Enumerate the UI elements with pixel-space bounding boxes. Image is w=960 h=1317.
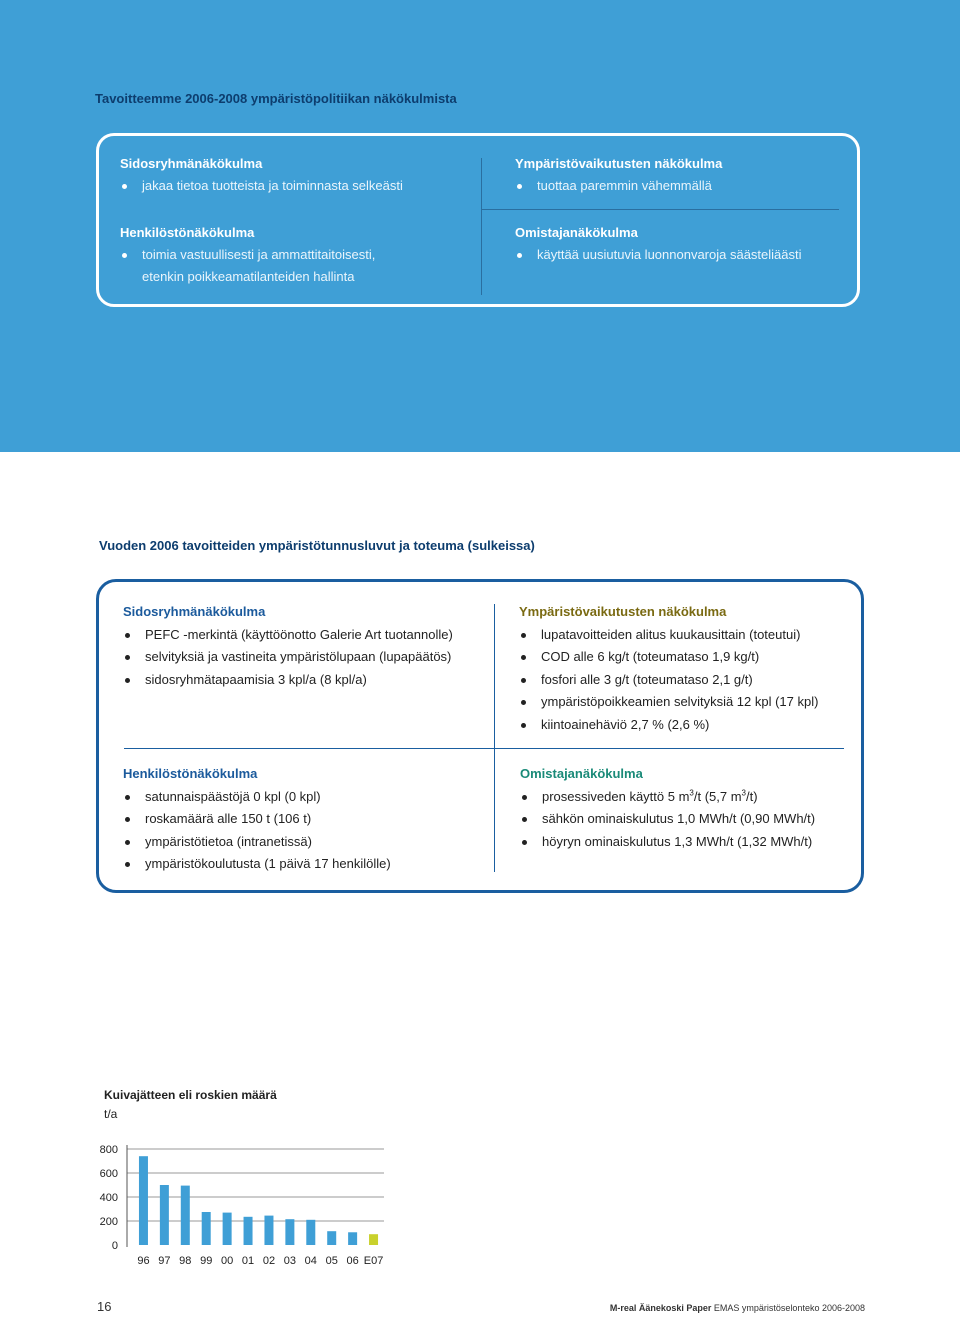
goal-personnel: [120, 222, 375, 288]
goals-panel: [96, 133, 860, 307]
bar-98: [181, 1186, 190, 1245]
indicator-environmental-heading: Ympäristövaikutusten näkökulma: [519, 604, 727, 619]
goal-stakeholder-item: jakaa tietoa tuotteista ja toiminnasta selkeästi: [120, 175, 403, 197]
x-tick-label: 05: [325, 1255, 338, 1267]
goal-stakeholder: [120, 153, 403, 197]
list-item: selvityksiä ja vastineita ympäristölupaan (lupapäätös): [123, 646, 453, 669]
x-tick-label: 04: [304, 1255, 317, 1267]
list-item: fosfori alle 3 g/t (toteumataso 2,1 g/t): [519, 669, 818, 692]
x-tick-label: E07: [363, 1255, 384, 1267]
indicator-environmental: [519, 601, 818, 737]
list-item: ympäristötietoa (intranetissä): [123, 831, 391, 854]
list-item: höyryn ominaiskulutus 1,3 MWh/t (1,32 MWh/t): [520, 831, 815, 854]
bar-00: [223, 1213, 232, 1245]
indicator-personnel: [123, 763, 391, 876]
goal-owner-heading: Omistajanäkökulma: [515, 225, 638, 240]
goal-owner: [515, 222, 802, 266]
list-item: sidosryhmätapaamisia 3 kpl/a (8 kpl/a): [123, 669, 453, 692]
x-tick-label: 99: [200, 1255, 213, 1267]
top-banner: [0, 0, 960, 452]
indicator-personnel-heading: Henkilöstönäkökulma: [123, 766, 258, 781]
bar-03: [285, 1219, 294, 1245]
bar-99: [202, 1212, 211, 1245]
list-item: lupatavoitteiden alitus kuukausittain (toteutui): [519, 624, 818, 647]
section-title-indicators: Vuoden 2006 tavoitteiden ympäristötunnusluvut ja toteuma (sulkeissa): [99, 538, 535, 553]
list-item: satunnaispäästöjä 0 kpl (0 kpl): [123, 786, 391, 809]
x-tick-label: 97: [158, 1255, 171, 1267]
goal-personnel-heading: Henkilöstönäkökulma: [120, 225, 255, 240]
bar-04: [306, 1220, 315, 1245]
list-item: roskamäärä alle 150 t (106 t): [123, 808, 391, 831]
goal-stakeholder-heading: Sidosryhmänäkökulma: [120, 156, 263, 171]
indicator-owner-heading: Omistajanäkökulma: [520, 766, 643, 781]
chart-y-unit: t/a: [104, 1107, 118, 1121]
bar-01: [244, 1217, 253, 1245]
y-tick-label: 0: [111, 1240, 118, 1252]
x-tick-label: 02: [262, 1255, 276, 1267]
x-tick-label: 96: [137, 1255, 150, 1267]
section-title-goals: Tavoitteemme 2006-2008 ympäristöpolitiikan näkökulmista: [95, 91, 457, 106]
water-sup-2: 3: [741, 788, 746, 798]
page-number: 16: [97, 1299, 112, 1314]
goal-personnel-continuation: etenkin poikkeamatilanteiden hallinta: [142, 269, 355, 284]
divider-vertical: [481, 158, 482, 295]
list-item: sähkön ominaiskulutus 1,0 MWh/t (0,90 MWh/t): [520, 808, 815, 831]
bar-06: [348, 1232, 357, 1245]
divider-vertical: [494, 604, 495, 872]
footer-subtitle: EMAS ympäristöselonteko 2006-2008: [713, 1303, 865, 1313]
x-tick-label: 98: [179, 1255, 192, 1267]
indicator-stakeholder: [123, 601, 453, 691]
x-tick-label: 00: [221, 1255, 234, 1267]
goal-environmental-heading: Ympäristövaikutusten näkökulma: [515, 156, 723, 171]
water-text-a: prosessiveden käyttö 5 m: [542, 788, 690, 804]
divider-horizontal: [124, 748, 844, 749]
list-item: kiintoainehäviö 2,7 % (2,6 %): [519, 714, 818, 737]
x-tick-label: 03: [283, 1255, 296, 1267]
bar-05: [327, 1231, 336, 1245]
y-tick-label: 400: [99, 1192, 118, 1204]
y-tick-label: 800: [99, 1144, 118, 1156]
water-text-c: /t): [746, 788, 758, 804]
goal-owner-item: käyttää uusiutuvia luonnonvaroja säästeliäästi: [515, 244, 802, 266]
goal-environmental: [515, 153, 722, 197]
list-item-water: [520, 786, 815, 809]
waste-bar-chart: [80, 1120, 400, 1280]
water-sup-1: 3: [689, 788, 694, 798]
goal-environmental-item: tuottaa paremmin vähemmällä: [515, 175, 722, 197]
bar-96: [139, 1156, 148, 1245]
goal-personnel-item: toimia vastuullisesti ja ammattitaitoisesti,: [120, 244, 375, 266]
bar-02: [264, 1216, 273, 1245]
indicator-owner: [520, 763, 815, 853]
y-tick-label: 200: [99, 1216, 118, 1228]
footer: [610, 1303, 865, 1313]
x-tick-label: 06: [346, 1255, 359, 1267]
list-item: ympäristökoulutusta (1 päivä 17 henkilölle): [123, 853, 391, 876]
divider-horizontal: [481, 209, 839, 210]
bar-E07: [369, 1234, 378, 1245]
list-item: ympäristöpoikkeamien selvityksiä 12 kpl (17 kpl): [519, 691, 818, 714]
indicators-panel: [96, 579, 864, 893]
indicator-stakeholder-heading: Sidosryhmänäkökulma: [123, 604, 266, 619]
chart-title: Kuivajätteen eli roskien määrä: [104, 1088, 277, 1102]
bar-97: [160, 1185, 169, 1245]
footer-brand: M-real Äänekoski Paper: [609, 1303, 712, 1313]
list-item: COD alle 6 kg/t (toteumataso 1,9 kg/t): [519, 646, 818, 669]
x-tick-label: 01: [241, 1255, 255, 1267]
y-tick-label: 600: [99, 1168, 118, 1180]
list-item: PEFC -merkintä (käyttöönotto Galerie Art tuotannolle): [123, 624, 453, 647]
water-text-b: /t (5,7 m: [693, 788, 742, 804]
